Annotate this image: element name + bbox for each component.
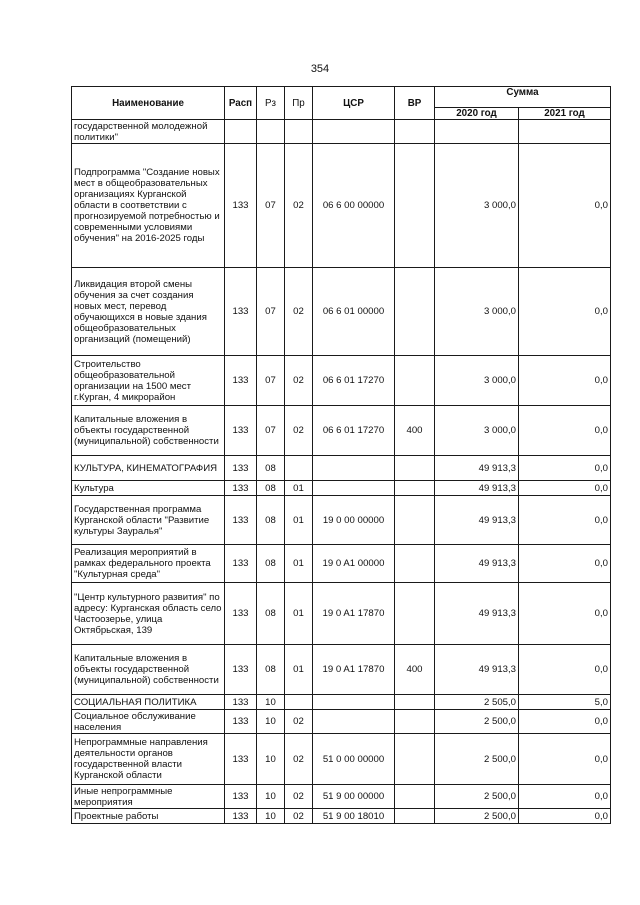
row-pr: 01	[285, 645, 313, 695]
row-2021: 0,0	[519, 268, 611, 356]
row-rasp: 133	[225, 695, 257, 710]
row-2020: 49 913,3	[435, 583, 519, 645]
row-csr: 06 6 01 17270	[313, 356, 395, 406]
row-pr: 02	[285, 734, 313, 785]
row-csr: 06 6 00 00000	[313, 144, 395, 268]
row-2021: 5,0	[519, 695, 611, 710]
row-2021: 0,0	[519, 785, 611, 809]
table-row	[72, 710, 611, 734]
table-row	[72, 456, 611, 481]
table-row	[72, 734, 611, 785]
row-rz: 07	[257, 356, 285, 406]
row-rz: 08	[257, 496, 285, 545]
row-name: Непрограммные направления деятельности органов государственной власти Курганской области	[72, 734, 225, 785]
row-vr	[395, 583, 435, 645]
table-row	[72, 406, 611, 456]
row-2021: 0,0	[519, 496, 611, 545]
row-csr: 19 0 A1 17870	[313, 583, 395, 645]
row-2021	[519, 120, 611, 144]
row-vr	[395, 695, 435, 710]
row-2020: 3 000,0	[435, 144, 519, 268]
row-vr	[395, 481, 435, 496]
row-2020: 3 000,0	[435, 356, 519, 406]
row-vr: 400	[395, 645, 435, 695]
header-vr: ВР	[395, 87, 435, 120]
row-rasp: 133	[225, 545, 257, 583]
row-2021: 0,0	[519, 645, 611, 695]
header-csr: ЦСР	[313, 87, 395, 120]
row-2021: 0,0	[519, 406, 611, 456]
row-rasp: 133	[225, 406, 257, 456]
row-2021: 0,0	[519, 809, 611, 824]
row-pr: 01	[285, 496, 313, 545]
row-2021: 0,0	[519, 144, 611, 268]
row-pr: 01	[285, 545, 313, 583]
row-name: государственной молодежной политики"	[72, 120, 225, 144]
row-csr: 19 0 00 00000	[313, 496, 395, 545]
table-row	[72, 496, 611, 545]
table-row	[72, 144, 611, 268]
row-2020: 3 000,0	[435, 406, 519, 456]
table-row	[72, 809, 611, 824]
row-name: Ликвидация второй смены обучения за счет создания новых мест, перевод обучающихся в новые здания общеобразовательных организаций (помещений)	[72, 268, 225, 356]
row-vr	[395, 120, 435, 144]
row-2021: 0,0	[519, 356, 611, 406]
row-2021: 0,0	[519, 734, 611, 785]
row-2020: 49 913,3	[435, 481, 519, 496]
row-rasp: 133	[225, 809, 257, 824]
row-rasp: 133	[225, 268, 257, 356]
row-2021: 0,0	[519, 583, 611, 645]
budget-table	[71, 86, 611, 824]
row-pr: 01	[285, 481, 313, 496]
row-2020: 49 913,3	[435, 456, 519, 481]
row-csr	[313, 456, 395, 481]
row-2020: 49 913,3	[435, 545, 519, 583]
table-row	[72, 645, 611, 695]
row-csr: 51 0 00 00000	[313, 734, 395, 785]
row-vr	[395, 144, 435, 268]
row-2020: 2 500,0	[435, 809, 519, 824]
row-vr	[395, 710, 435, 734]
row-pr: 02	[285, 356, 313, 406]
row-csr	[313, 695, 395, 710]
row-vr: 400	[395, 406, 435, 456]
row-2020: 2 505,0	[435, 695, 519, 710]
row-rz: 08	[257, 481, 285, 496]
row-pr	[285, 120, 313, 144]
row-2020: 3 000,0	[435, 268, 519, 356]
row-rz: 08	[257, 645, 285, 695]
row-vr	[395, 268, 435, 356]
row-rasp: 133	[225, 785, 257, 809]
row-name: Капитальные вложения в объекты государственной (муниципальной) собственности	[72, 645, 225, 695]
row-rasp: 133	[225, 710, 257, 734]
header-sum: Сумма	[435, 87, 611, 108]
row-2020: 2 500,0	[435, 734, 519, 785]
row-csr: 06 6 01 00000	[313, 268, 395, 356]
row-csr	[313, 481, 395, 496]
header-name: Наименование	[72, 87, 225, 120]
table-row	[72, 785, 611, 809]
row-csr	[313, 710, 395, 734]
row-rasp: 133	[225, 583, 257, 645]
row-2021: 0,0	[519, 481, 611, 496]
row-name: Строительство общеобразовательной организации на 1500 мест г.Курган, 4 микрорайон	[72, 356, 225, 406]
table-row	[72, 356, 611, 406]
row-pr: 02	[285, 268, 313, 356]
row-name: Подпрограмма "Создание новых мест в общеобразовательных организациях Курганской области в соответствии с прогнозируемой потребностью и современными условиями обучения" на 2016-2025 годы	[72, 144, 225, 268]
row-csr: 19 0 A1 00000	[313, 545, 395, 583]
table-row	[72, 268, 611, 356]
row-vr	[395, 734, 435, 785]
row-pr	[285, 695, 313, 710]
table-row	[72, 120, 611, 144]
page-number: 354	[310, 63, 330, 75]
row-rz: 10	[257, 734, 285, 785]
row-rz: 08	[257, 545, 285, 583]
row-2021: 0,0	[519, 710, 611, 734]
row-2020	[435, 120, 519, 144]
row-vr	[395, 456, 435, 481]
row-vr	[395, 496, 435, 545]
row-rz: 07	[257, 406, 285, 456]
table-row	[72, 695, 611, 710]
header-rasp: Расп	[225, 87, 257, 120]
row-2021: 0,0	[519, 545, 611, 583]
row-pr: 02	[285, 406, 313, 456]
row-2020: 49 913,3	[435, 645, 519, 695]
row-csr: 06 6 01 17270	[313, 406, 395, 456]
row-name: Реализация мероприятий в рамках федерального проекта "Культурная среда"	[72, 545, 225, 583]
row-rasp	[225, 120, 257, 144]
row-rasp: 133	[225, 734, 257, 785]
table-row	[72, 545, 611, 583]
row-name: Проектные работы	[72, 809, 225, 824]
row-vr	[395, 809, 435, 824]
row-pr: 02	[285, 785, 313, 809]
row-csr: 51 9 00 00000	[313, 785, 395, 809]
row-csr: 19 0 A1 17870	[313, 645, 395, 695]
row-rz	[257, 120, 285, 144]
row-pr	[285, 456, 313, 481]
header-2020: 2020 год	[435, 108, 519, 120]
row-pr: 01	[285, 583, 313, 645]
row-2020: 2 500,0	[435, 710, 519, 734]
header-pr: Пр	[285, 87, 313, 120]
row-name: Иные непрограммные мероприятия	[72, 785, 225, 809]
row-2021: 0,0	[519, 456, 611, 481]
row-rasp: 133	[225, 496, 257, 545]
row-2020: 2 500,0	[435, 785, 519, 809]
row-rz: 08	[257, 583, 285, 645]
row-name: Культура	[72, 481, 225, 496]
row-name: СОЦИАЛЬНАЯ ПОЛИТИКА	[72, 695, 225, 710]
row-rasp: 133	[225, 645, 257, 695]
header-rz: Рз	[257, 87, 285, 120]
row-csr	[313, 120, 395, 144]
table-row	[72, 583, 611, 645]
row-pr: 02	[285, 809, 313, 824]
row-rz: 10	[257, 785, 285, 809]
row-rz: 10	[257, 809, 285, 824]
row-rasp: 133	[225, 356, 257, 406]
row-rz: 07	[257, 144, 285, 268]
row-name: "Центр культурного развития" по адресу: Курганская область село Частоозерье, улица Октябрьская, 139	[72, 583, 225, 645]
row-name: Государственная программа Курганской области "Развитие культуры Зауралья"	[72, 496, 225, 545]
row-2020: 49 913,3	[435, 496, 519, 545]
row-rz: 08	[257, 456, 285, 481]
row-rz: 10	[257, 695, 285, 710]
row-pr: 02	[285, 144, 313, 268]
row-rz: 10	[257, 710, 285, 734]
row-vr	[395, 785, 435, 809]
row-vr	[395, 545, 435, 583]
row-name: Социальное обслуживание населения	[72, 710, 225, 734]
row-rasp: 133	[225, 456, 257, 481]
row-rasp: 133	[225, 144, 257, 268]
row-name: КУЛЬТУРА, КИНЕМАТОГРАФИЯ	[72, 456, 225, 481]
row-vr	[395, 356, 435, 406]
row-name: Капитальные вложения в объекты государственной (муниципальной) собственности	[72, 406, 225, 456]
table-row	[72, 481, 611, 496]
header-2021: 2021 год	[519, 108, 611, 120]
row-rasp: 133	[225, 481, 257, 496]
row-csr: 51 9 00 18010	[313, 809, 395, 824]
row-rz: 07	[257, 268, 285, 356]
row-pr: 02	[285, 710, 313, 734]
